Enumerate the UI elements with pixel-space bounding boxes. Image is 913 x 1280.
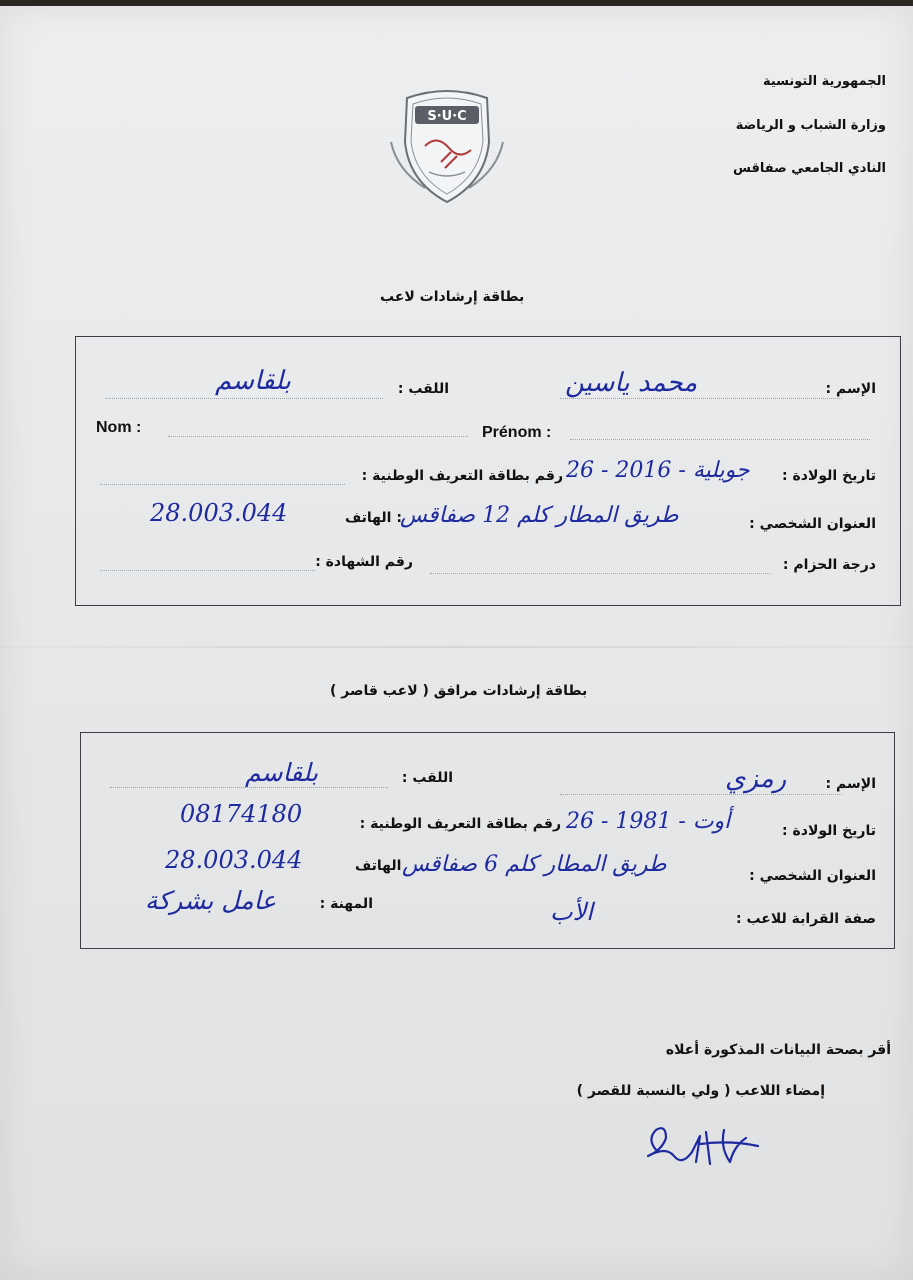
guardian-name-value: رمزي (725, 764, 787, 794)
guardian-card-title: بطاقة إرشادات مرافق ( لاعب قاصر ) (330, 683, 588, 699)
player-address-label: العنوان الشخصي : (749, 516, 876, 532)
player-address-value: طريق المطار كلم 12 صفاقس (400, 503, 679, 528)
guardian-job-value: عامل بشركة (145, 886, 277, 915)
player-phone-label: الهاتف : (345, 510, 402, 526)
handwritten-signature (640, 1116, 775, 1176)
guardian-id-label: رقم بطاقة التعريف الوطنية : (359, 816, 561, 832)
player-surname-label: اللقب : (397, 381, 449, 397)
player-certificate-label: رقم الشهادة : (315, 554, 413, 570)
player-name-line (560, 398, 842, 399)
player-birth-label: تاريخ الولادة : (782, 468, 876, 484)
guardian-address-value: طريق المطار كلم 6 صفاقس (402, 852, 667, 877)
guardian-name-label: الإسم : (825, 776, 876, 792)
guardian-birth-label: تاريخ الولادة : (782, 823, 876, 839)
player-id-label: رقم بطاقة التعريف الوطنية : (361, 468, 563, 484)
player-card-title: بطاقة إرشادات لاعب (380, 289, 525, 305)
player-nom-line (168, 436, 468, 437)
guardian-id-value: 08174180 (180, 800, 303, 828)
certify-statement: أقر بصحة البيانات المذكورة أعلاه (665, 1042, 891, 1058)
guardian-phone-label: الهاتف (355, 858, 402, 874)
guardian-surname-label: اللقب : (401, 770, 453, 786)
club-logo (385, 84, 509, 208)
guardian-address-label: العنوان الشخصي : (749, 868, 876, 884)
guardian-relation-label: صفة القرابة للاعب : (736, 911, 876, 927)
document-page (0, 6, 913, 1280)
player-nom-label: Nom : (96, 419, 142, 436)
player-belt-line (430, 573, 770, 574)
signature-label: إمضاء اللاعب ( ولي بالنسبة للقصر ) (576, 1083, 825, 1099)
guardian-relation-value: الأب (550, 898, 593, 926)
guardian-birth-value: 26 - أوت - 1981 (566, 809, 731, 834)
logo-text: S·U·C (427, 109, 467, 124)
player-certificate-line (100, 570, 315, 571)
header-club: النادي الجامعي صفاقس (733, 161, 886, 176)
guardian-job-label: المهنة : (319, 896, 373, 912)
player-surname-value: بلقاسم (215, 366, 292, 396)
guardian-phone-value: 28.003.044 (165, 846, 303, 874)
player-id-line (100, 484, 345, 485)
header-republic: الجمهورية التونسية (762, 74, 886, 89)
player-surname-line (105, 398, 383, 399)
player-name-value: محمد ياسين (565, 368, 698, 398)
guardian-surname-value: بلقاسم (245, 758, 319, 787)
player-birth-value: 26 - جويلية - 2016 (566, 458, 750, 483)
player-prenom-line (570, 439, 870, 440)
guardian-name-line (560, 794, 842, 795)
guardian-surname-line (110, 787, 388, 788)
header-ministry: وزارة الشباب و الرياضة (735, 118, 886, 133)
player-phone-value: 28.003.044 (150, 499, 288, 527)
paper-fold (0, 646, 913, 648)
player-name-label: الإسم : (825, 381, 876, 397)
player-belt-label: درجة الحزام : (782, 557, 876, 573)
player-prenom-label: Prénom : (482, 424, 552, 441)
